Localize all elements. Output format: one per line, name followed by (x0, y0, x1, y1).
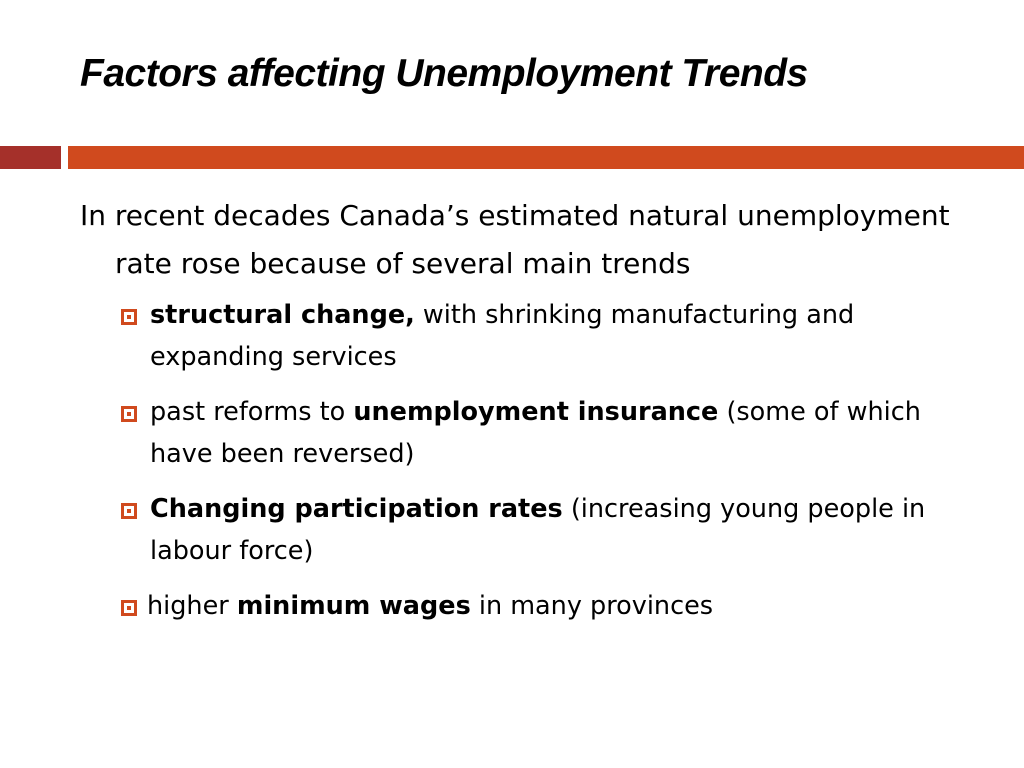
bullet-item-minimum-wages (80, 585, 977, 627)
square-bullet-icon (121, 600, 137, 616)
lead-paragraph: In recent decades Canada’s estimated natural unemployment rate rose because of several main trends (80, 199, 950, 280)
bullet-bold-text: unemployment insurance (353, 397, 719, 427)
bullet-item-participation-rates (80, 488, 980, 572)
bullet-text-after: (some of which have been reversed) (150, 397, 921, 469)
bullet-list (80, 294, 980, 627)
bullet-text-after: with shrinking manufacturing and expanding services (150, 300, 855, 372)
square-bullet-icon (121, 503, 137, 519)
bullet-bold-text: minimum wages (236, 591, 471, 621)
bullet-text-after: (increasing young people in labour force) (150, 494, 926, 566)
square-bullet-icon (121, 406, 137, 422)
slide-body (80, 192, 980, 640)
title-divider-right (68, 146, 1024, 169)
bullet-bold-text: structural change, (150, 300, 415, 330)
title-divider-left (0, 146, 61, 169)
square-bullet-icon (121, 309, 137, 325)
bullet-bold-text: Changing participation rates (150, 494, 563, 524)
bullet-text-after: in many provinces (470, 591, 714, 621)
bullet-text-before: higher (147, 591, 237, 621)
bullet-text-before: past reforms to (150, 397, 354, 427)
bullet-item-unemployment-insurance (80, 391, 980, 475)
slide-title: Factors affecting Unemployment Trends (80, 52, 808, 95)
bullet-item-structural-change (80, 294, 980, 378)
